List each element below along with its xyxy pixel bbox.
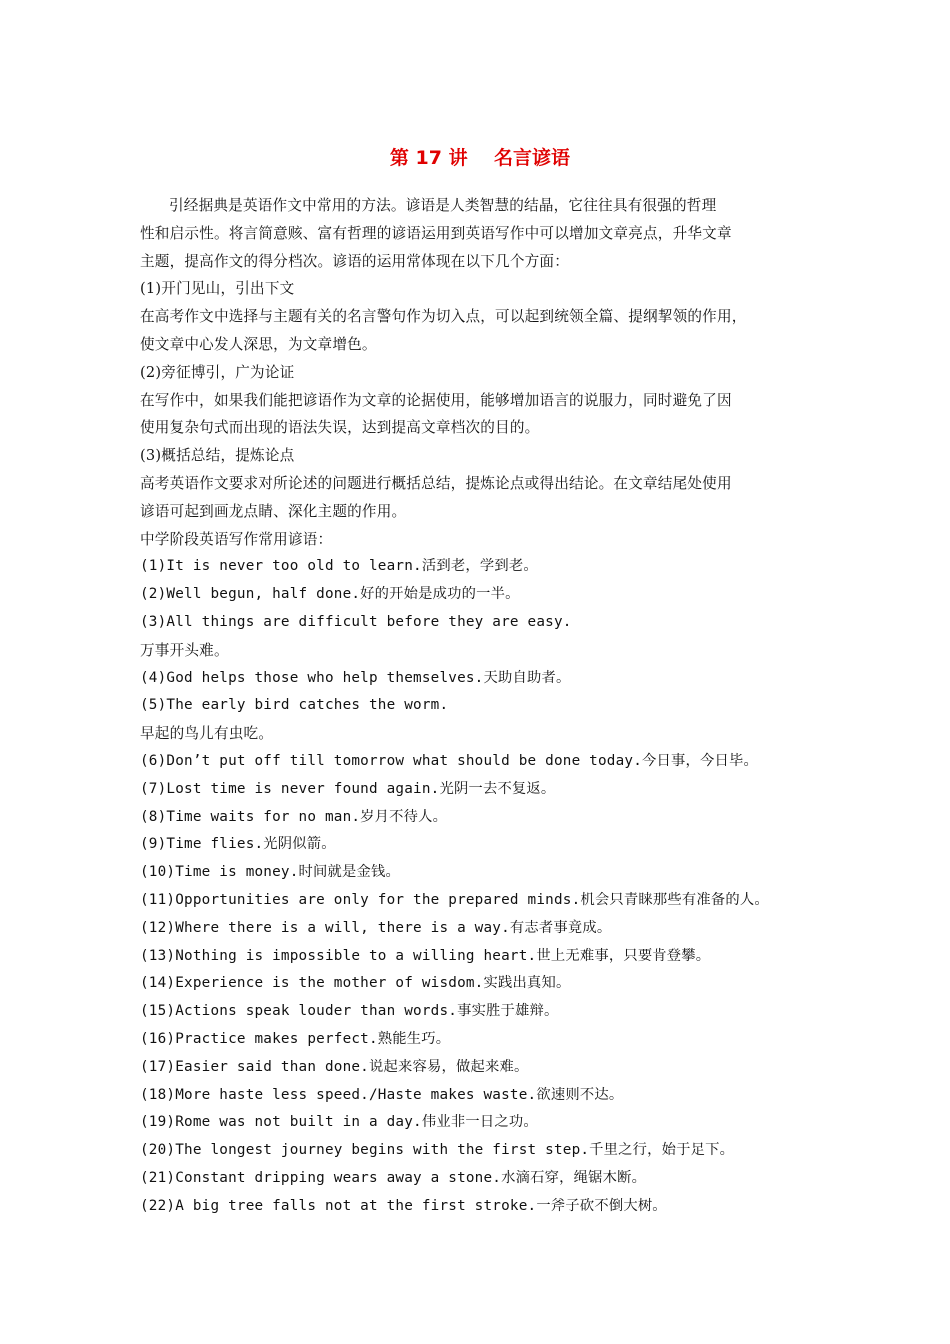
proverb-translation: 万事开头难。: [140, 641, 229, 659]
section-heading: (2)旁征博引，广为论证: [140, 363, 295, 381]
intro-line: 引经据典是英语作文中常用的方法。谚语是人类智慧的结晶，它往往具有很强的哲理: [169, 197, 717, 214]
proverb-item: (17)Easier said than done.说起来容易，做起来难。: [140, 1058, 529, 1075]
proverb-item: (3)All things are difficult before they are easy.: [140, 613, 572, 630]
proverb-item: (11)Opportunities are only for the prepared minds.机会只青睐那些有准备的人。: [140, 891, 769, 908]
section-body-line: 在高考作文中选择与主题有关的名言警句作为切入点，可以起到统领全篇、提纲挈领的作用，: [140, 308, 747, 326]
section-argument: [140, 359, 820, 442]
proverb-item: (6)Don’t put off till tomorrow what should be done today.今日事，今日毕。: [140, 752, 758, 769]
section-body-line: 高考英语作文要求对所论述的问题进行概括总结，提炼论点或得出结论。在文章结尾处使用: [140, 474, 732, 492]
intro-line: 性和启示性。将言简意赅、富有哲理的谚语运用到英语写作中可以增加文章亮点，升华文章: [140, 224, 732, 242]
proverb-item: (12)Where there is a will, there is a way.有志者事竟成。: [140, 919, 612, 936]
proverb-item: (18)More haste less speed./Haste makes waste.欲速则不达。: [140, 1086, 624, 1103]
proverb-item: (16)Practice makes perfect.熟能生巧。: [140, 1030, 451, 1047]
proverb-list: [140, 553, 820, 1220]
proverb-item: (22)A big tree falls not at the first stroke.一斧子砍不倒大树。: [140, 1197, 667, 1214]
section-body-line: 在写作中，如果我们能把谚语作为文章的论据使用，能够增加语言的说服力，同时避免了因: [140, 391, 732, 409]
section-body-line: 使用复杂句式而出现的语法失误，达到提高文章档次的目的。: [140, 419, 540, 437]
proverb-item: (14)Experience is the mother of wisdom.实践出真知。: [140, 975, 571, 992]
page-title: 第 17 讲 名言谚语: [389, 147, 571, 169]
proverb-item: (1)It is never too old to learn.活到老，学到老。: [140, 558, 538, 575]
proverb-item: (10)Time is money.时间就是金钱。: [140, 864, 401, 881]
proverb-item: (19)Rome was not built in a day.伟业非一日之功。: [140, 1114, 538, 1131]
section-heading: (1)开门见山，引出下文: [140, 280, 295, 298]
proverb-list-heading: 中学阶段英语写作常用谚语：: [140, 530, 333, 548]
section-opening: [140, 275, 820, 358]
proverb-item: (21)Constant dripping wears away a stone.水滴石穿，绳锯木断。: [140, 1169, 647, 1186]
document-page: [140, 140, 820, 1220]
proverb-translation: 早起的鸟儿有虫吃。: [140, 725, 274, 743]
proverb-item: (13)Nothing is impossible to a willing heart.世上无难事，只要肯登攀。: [140, 947, 711, 964]
proverb-item: (5)The early bird catches the worm.: [140, 697, 449, 714]
proverb-item: (4)God helps those who help themselves.天助自助者。: [140, 669, 571, 686]
section-conclusion: [140, 442, 820, 525]
section-heading: (3)概括总结，提炼论点: [140, 447, 295, 465]
intro-line: 主题，提高作文的得分档次。谚语的运用常体现在以下几个方面：: [140, 252, 570, 270]
proverb-item: (8)Time waits for no man.岁月不待人。: [140, 808, 448, 825]
proverb-item: (15)Actions speak louder than words.事实胜于雄辩。: [140, 1003, 559, 1020]
section-body-line: 使文章中心发人深思，为文章增色。: [140, 335, 377, 353]
proverb-item: (20)The longest journey begins with the first step.千里之行，始于足下。: [140, 1142, 735, 1159]
intro-paragraph: [140, 192, 820, 275]
proverb-item: (2)Well begun, half done.好的开始是成功的一半。: [140, 586, 520, 603]
section-body-line: 谚语可起到画龙点睛、深化主题的作用。: [140, 502, 407, 520]
proverb-item: (9)Time flies.光阴似箭。: [140, 836, 336, 853]
proverb-item: (7)Lost time is never found again.光阴一去不复返。: [140, 780, 556, 797]
